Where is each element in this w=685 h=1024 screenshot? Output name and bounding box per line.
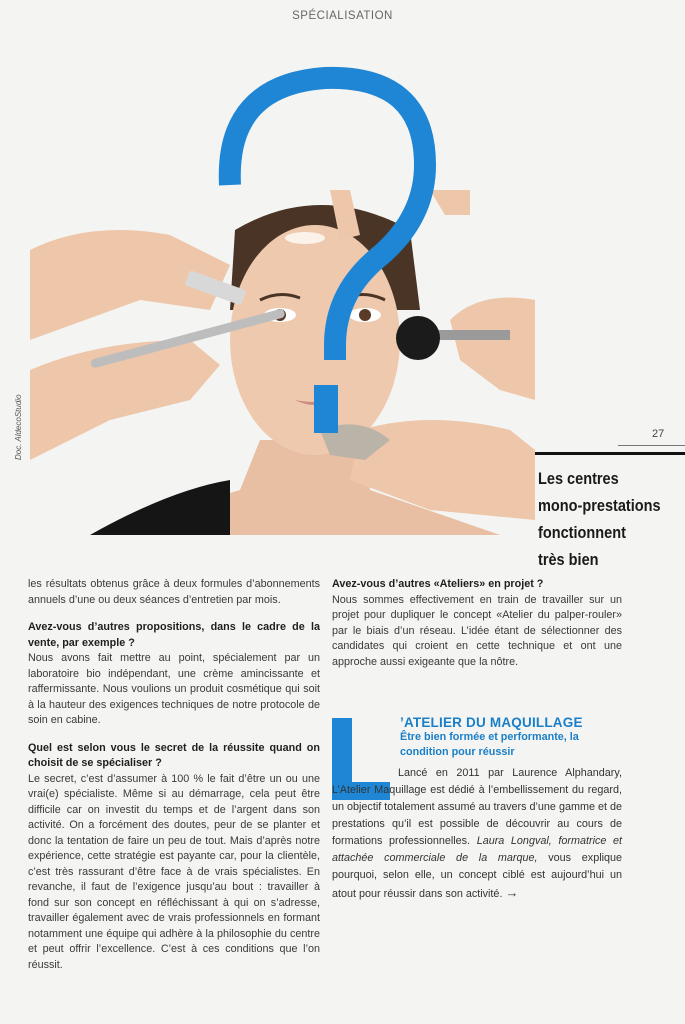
page-number-rule (618, 445, 685, 446)
question-heading: Avez-vous d’autres «Ateliers» en projet ? (332, 578, 544, 590)
atelier-subtitle: Être bien formée et performante, la condition pour réussir (400, 731, 579, 758)
pullquote-rule (535, 452, 685, 455)
pull-quote (538, 466, 661, 574)
atelier-intro (332, 765, 622, 903)
photo-credit: Doc. AldecoStudio (14, 394, 23, 460)
pull-quote-line: mono-prestations (538, 497, 661, 515)
pull-quote-line: Les centres (538, 470, 619, 488)
intro-end-text: vous explique pourquoi, selon elle, un concept ciblé est aujourd’hui un atout pour réussir dans son activité. (332, 852, 623, 900)
atelier-header (400, 715, 622, 760)
page-number: 27 (652, 428, 665, 440)
question-heading: Avez-vous d’autres propositions, dans le cadre de la vente, par exemple ? (28, 621, 320, 649)
left-column (28, 577, 320, 973)
answer-paragraph: Le secret, c’est d’assumer à 100 % le fait d’être un ou une vrai(e) spécialiste. Même si au démarrage, cela peut être difficile car on investit du temps et de l’argent dans son activité. On a forcément des doutes, peur de se planter et donc la tentation de faire un peu de tout. Mais d’après notre expérience, cette stratégie est payante car, pour la clientèle, c’est très rassurant d’être face à de vrais spécialistes. En revanche, il faut de l’exigence jusqu’au bout : travailler à fond sur son concept en réfléchissant à qui on s’adresse, travailler également avec de vrais professionnels en formant notamment une équipe qui adhère à la philosophie du centre et peut offrir l’excellence. C’est à ces conditions que l’on réussit. (28, 772, 320, 971)
question-mark-graphic (200, 60, 460, 450)
intro-italic-text: Laura Longval, formatrice et attachée commerciale de la marque, (332, 835, 622, 864)
answer-paragraph: Nous avons fait mettre au point, spécialement par un laboratoire bio indépendant, une crème amincissante et raffermissante. Nous voulions un produit cosmétique qui soit à la hauteur des exigences techniques de notre protocole de soin en cabine. (28, 652, 320, 726)
pull-quote-line: fonctionnent (538, 524, 626, 542)
section-label: SPÉCIALISATION (292, 10, 393, 22)
intro-text: Lancé en 2011 par Laurence Alphandary, L’Atelier Maquillage est dédié à l’embellissement du regard, un objectif totalement assumé au travers d’une gamme et de prestations qu’il est possible de découvrir au cours de formations professionnelles. (332, 767, 622, 847)
answer-paragraph: Nous sommes effectivement en train de travailler sur un projet pour dupliquer le concept «Atelier du palper-rouler» par le biais d’un réseau. L’idée étant de sélectionner des candidates qui croient en cette technique et ont une approche aussi exigeante que la nôtre. (332, 593, 622, 668)
right-column (332, 577, 622, 670)
atelier-title: ’ATELIER DU MAQUILLAGE (400, 715, 583, 730)
continue-arrow-icon: → (505, 885, 519, 900)
pull-quote-line: très bien (538, 551, 599, 569)
question-heading: Quel est selon vous le secret de la réussite quand on choisit de se spécialiser ? (28, 741, 320, 769)
lead-paragraph: les résultats obtenus grâce à deux formules d’abonnements annuels d’une ou deux séances d’entretien par mois. (28, 578, 320, 606)
